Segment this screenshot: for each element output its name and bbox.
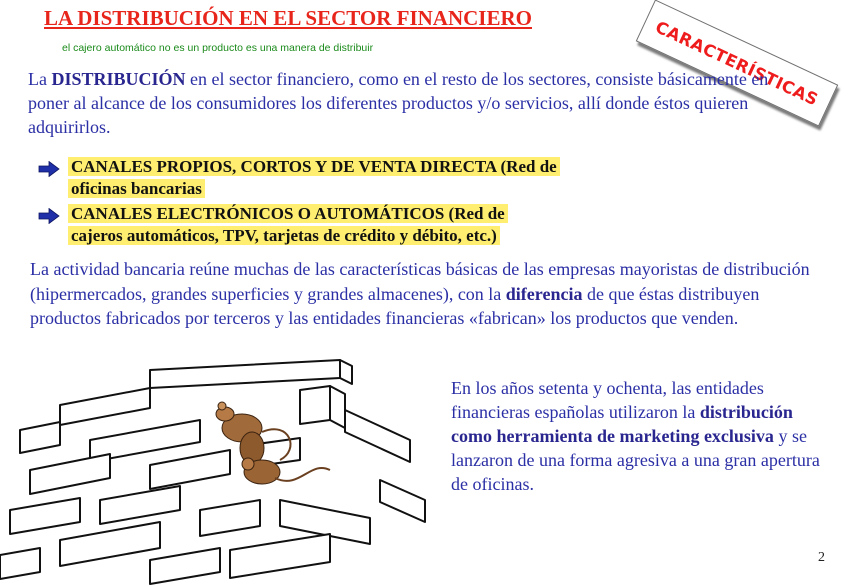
bullet-1-line-1: CANALES PROPIOS, CORTOS Y DE VENTA DIRECTA (Red de <box>68 157 560 176</box>
intro-text-2: en el sector financiero, como en el resto de los sectores, consiste básicamente en poner al alcance de los consumidores los diferentes productos y/o servicios, allí donde éstos quieren adquirirlos. <box>28 69 769 137</box>
slide-subtitle: el cajero automático no es un producto es una manera de distribuir <box>62 42 374 54</box>
side-paragraph <box>451 376 821 496</box>
intro-paragraph <box>28 67 783 139</box>
intro-text-1: La <box>28 69 52 89</box>
bullet-2-line-2: cajeros automáticos, TPV, tarjetas de crédito y débito, etc.) <box>68 226 500 245</box>
slide-title: LA DISTRIBUCIÓN EN EL SECTOR FINANCIERO <box>44 6 532 30</box>
side-bold: distribución como herramienta de marketing exclusiva <box>451 402 793 446</box>
arrow-right-icon <box>38 161 60 177</box>
para-text-2: de que éstas distribuyen productos fabricados por terceros y las entidades financieras «fabrican» los productos que venden. <box>30 283 760 328</box>
side-text-1: En los años setenta y ochenta, las entidades financieras españolas utilizaron la <box>451 378 764 422</box>
arrow-right-icon <box>38 208 60 224</box>
para-bold: diferencia <box>505 283 583 304</box>
bullet-2-line-1: CANALES ELECTRÓNICOS O AUTOMÁTICOS (Red de <box>68 204 508 223</box>
bullet-1-line-2: oficinas bancarias <box>68 179 205 198</box>
activity-paragraph <box>30 257 830 331</box>
bullet-item-canales-electronicos <box>38 203 508 247</box>
intro-bold: DISTRIBUCIÓN <box>51 69 186 89</box>
stamp-label: CARACTERÍSTICAS <box>652 16 822 110</box>
page-number: 2 <box>818 550 825 565</box>
side-text-2: y se lanzaron de una forma agresiva a una gran apertura de oficinas. <box>451 426 820 494</box>
maze-illustration <box>0 350 430 587</box>
bullet-item-canales-propios <box>38 156 560 200</box>
para-text-1: La actividad bancaria reúne muchas de las características básicas de las empresas mayoristas de distribución (hipermercados, grandes superficies y grandes almacenes), con la <box>30 259 810 304</box>
